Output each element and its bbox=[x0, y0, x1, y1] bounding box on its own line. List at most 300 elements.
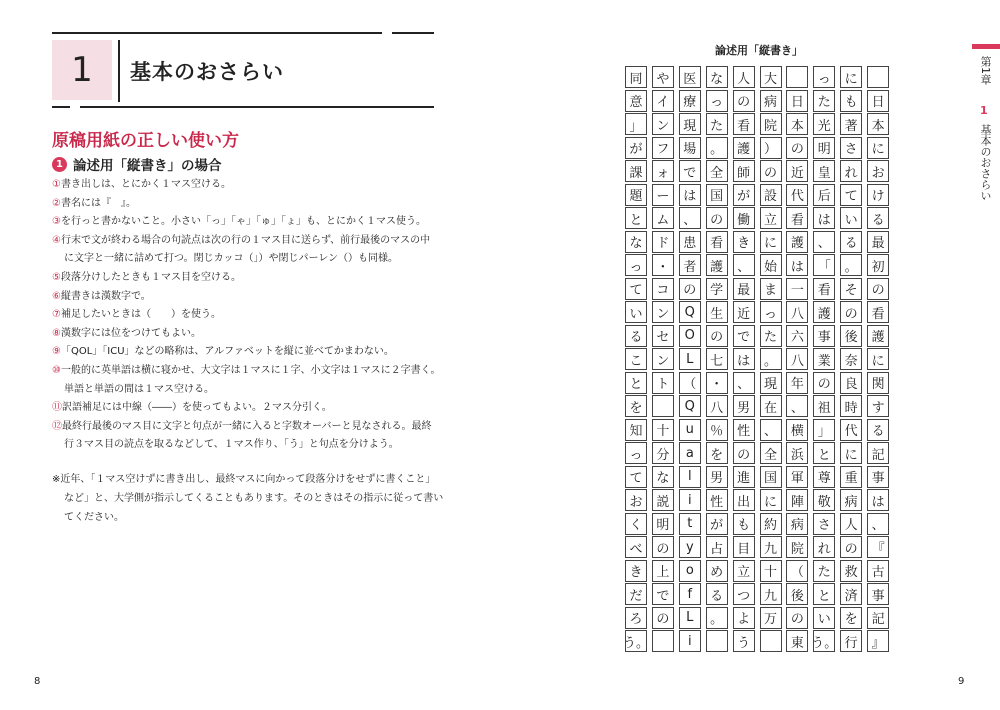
chapter-tab bbox=[972, 44, 1000, 49]
grid-cell: の bbox=[786, 607, 808, 629]
grid-cell: 」 bbox=[813, 419, 835, 441]
grid-cell: L bbox=[679, 607, 701, 629]
rule-text: に文字と一緒に詰めて打つ。閉じカッコ（」）や閉じパーレン（）も同様。 bbox=[64, 253, 399, 265]
grid-cell: の bbox=[786, 137, 808, 159]
grid-cell: ま bbox=[760, 278, 782, 300]
grid-cell bbox=[652, 630, 674, 652]
grid-cell: 重 bbox=[840, 466, 862, 488]
grid-cell: 祖 bbox=[813, 395, 835, 417]
grid-cell: の bbox=[679, 278, 701, 300]
bottom-rule bbox=[80, 106, 434, 108]
rule-number: ⑦ bbox=[52, 309, 61, 321]
grid-cell: 療 bbox=[679, 90, 701, 112]
grid-cell: i bbox=[679, 489, 701, 511]
grid-cell: 行 bbox=[840, 630, 862, 652]
rule-item bbox=[52, 436, 452, 455]
grid-cell: は bbox=[733, 348, 755, 370]
grid-cell: 看 bbox=[706, 231, 728, 253]
grid-cell: き bbox=[625, 560, 647, 582]
note-line: てください。 bbox=[64, 512, 124, 523]
grid-cell: が bbox=[625, 137, 647, 159]
grid-cell: の bbox=[840, 301, 862, 323]
grid-cell: 人 bbox=[840, 513, 862, 535]
grid-cell: 記 bbox=[867, 442, 889, 464]
grid-cell: べ bbox=[625, 536, 647, 558]
section-heading: 原稿用紙の正しい使い方 bbox=[52, 131, 239, 151]
grid-cell: の bbox=[813, 372, 835, 394]
rule-text: 単語と単語の間は１マス空ける。 bbox=[64, 383, 214, 395]
grid-cell: ） bbox=[760, 137, 782, 159]
grid-cell: 病 bbox=[786, 513, 808, 535]
grid-cell: る bbox=[625, 325, 647, 347]
grid-cell: に bbox=[760, 231, 782, 253]
grid-cell: 尊 bbox=[813, 466, 835, 488]
rule-item bbox=[52, 269, 452, 288]
grid-cell: は bbox=[786, 254, 808, 276]
grid-cell: に bbox=[840, 442, 862, 464]
grid-cell: 八 bbox=[786, 301, 808, 323]
rule-text: 「QOL」「ICU」などの略称は、アルファベットを縦に並べてかまわない。 bbox=[60, 346, 394, 358]
grid-cell: も bbox=[840, 90, 862, 112]
grid-cell: l bbox=[679, 466, 701, 488]
grid-cell: る bbox=[867, 207, 889, 229]
grid-cell bbox=[867, 66, 889, 88]
grid-cell: 浜 bbox=[786, 442, 808, 464]
grid-cell: 、 bbox=[679, 207, 701, 229]
grid-cell: 働 bbox=[733, 207, 755, 229]
rule-item bbox=[52, 176, 452, 195]
rule-text: 行３マス目の読点を取るなどして、１マス作り、「う」と句点を分けよう。 bbox=[64, 439, 399, 451]
page-number-right: 9 bbox=[958, 676, 965, 687]
rule-text: 行末で文が終わる場合の句読点は次の行の１マス目に送らず、前行最後のマスの中 bbox=[60, 234, 431, 246]
grid-cell: 護 bbox=[733, 137, 755, 159]
grid-cell: れ bbox=[840, 160, 862, 182]
rule-number: ⑤ bbox=[52, 271, 61, 283]
sub-heading-text: 論述用「縦書き」の場合 bbox=[73, 158, 222, 174]
grid-cell: 師 bbox=[733, 160, 755, 182]
rule-text: 一般的に英単語は横に寝かせ、大文字は１マスに１字、小文字は１マスに２字書く。 bbox=[60, 364, 441, 376]
grid-cell: 場 bbox=[679, 137, 701, 159]
grid-cell: た bbox=[760, 325, 782, 347]
grid-cell: 生 bbox=[706, 301, 728, 323]
grid-cell: 近 bbox=[733, 301, 755, 323]
grid-cell: 全 bbox=[760, 442, 782, 464]
grid-cell: 十 bbox=[760, 560, 782, 582]
grid-cell: 代 bbox=[786, 184, 808, 206]
grid-cell: 、 bbox=[813, 231, 835, 253]
grid-cell bbox=[760, 630, 782, 652]
grid-cell: O bbox=[679, 325, 701, 347]
rule-item bbox=[52, 418, 452, 437]
grid-cell: を bbox=[840, 607, 862, 629]
grid-cell: こ bbox=[625, 348, 647, 370]
note-line: など」と、大学側が指示してくることもあります。そのときはその指示に従って書い bbox=[64, 493, 444, 504]
grid-cell: れ bbox=[813, 536, 835, 558]
grid-cell: ー bbox=[652, 184, 674, 206]
title-divider bbox=[118, 40, 120, 102]
grid-cell: よ bbox=[733, 607, 755, 629]
rule-item bbox=[52, 306, 452, 325]
grid-cell: は bbox=[867, 489, 889, 511]
rule-item bbox=[52, 213, 452, 232]
grid-cell: 。 bbox=[840, 254, 862, 276]
grid-cell: 事 bbox=[813, 325, 835, 347]
grid-cell: ト bbox=[652, 372, 674, 394]
rule-text: 補足したいときは（ ）を使う。 bbox=[60, 309, 221, 321]
grid-cell: 出 bbox=[733, 489, 755, 511]
grid-cell: 六 bbox=[786, 325, 808, 347]
grid-cell: 現 bbox=[679, 113, 701, 135]
rule-number: ⑥ bbox=[52, 290, 61, 302]
rule-number: ④ bbox=[52, 234, 61, 246]
grid-cell: ン bbox=[652, 301, 674, 323]
rule-text: 訳語補足には中線（――）を使ってもよい。２マス分引く。 bbox=[62, 402, 332, 414]
grid-cell: 大 bbox=[760, 66, 782, 88]
rule-number: ② bbox=[52, 197, 61, 209]
grid-cell: 護 bbox=[706, 254, 728, 276]
rule-item bbox=[52, 232, 452, 251]
rule-text: 書名には『 』。 bbox=[60, 197, 136, 209]
rules-list bbox=[52, 176, 452, 455]
grid-cell: に bbox=[867, 348, 889, 370]
grid-cell bbox=[706, 630, 728, 652]
grid-cell: 、 bbox=[786, 395, 808, 417]
grid-cell: る bbox=[867, 419, 889, 441]
grid-cell: 后 bbox=[813, 184, 835, 206]
grid-cell: 代 bbox=[840, 419, 862, 441]
grid-cell: を bbox=[625, 395, 647, 417]
grid-cell bbox=[786, 66, 808, 88]
grid-cell: さ bbox=[813, 513, 835, 535]
grid-cell: 初 bbox=[867, 254, 889, 276]
rule-item bbox=[52, 288, 452, 307]
grid-cell: （ bbox=[786, 560, 808, 582]
grid-cell: 東 bbox=[786, 630, 808, 652]
grid-cell: 設 bbox=[760, 184, 782, 206]
grid-cell: に bbox=[840, 66, 862, 88]
sub-heading bbox=[52, 154, 222, 174]
rule-number: ⑨ bbox=[52, 346, 61, 358]
grid-cell: 目 bbox=[733, 536, 755, 558]
grid-cell: の bbox=[706, 325, 728, 347]
note-line: ※近年、「１マス空けずに書き出し、最終マスに向かって段落分けをせずに書くこと」 bbox=[52, 474, 436, 485]
grid-cell: の bbox=[760, 160, 782, 182]
grid-cell: 同 bbox=[625, 66, 647, 88]
grid-cell: i bbox=[679, 630, 701, 652]
grid-cell: 著 bbox=[840, 113, 862, 135]
grid-cell: で bbox=[733, 325, 755, 347]
grid-cell: 看 bbox=[813, 278, 835, 300]
side-label: 基本のおさらい bbox=[979, 124, 992, 201]
grid-cell: 占 bbox=[706, 536, 728, 558]
grid-cell: る bbox=[706, 583, 728, 605]
grid-cell: 知 bbox=[625, 419, 647, 441]
grid-cell: 院 bbox=[760, 113, 782, 135]
grid-cell: 。 bbox=[760, 348, 782, 370]
grid-cell: て bbox=[625, 278, 647, 300]
grid-cell: a bbox=[679, 442, 701, 464]
grid-cell: 性 bbox=[733, 419, 755, 441]
grid-cell: う。 bbox=[625, 630, 647, 652]
grid-cell: 陣 bbox=[786, 489, 808, 511]
rule-item bbox=[52, 362, 452, 381]
grid-cell: の bbox=[652, 607, 674, 629]
grid-title: 論述用「縦書き」 bbox=[715, 44, 803, 57]
grid-cell: な bbox=[706, 66, 728, 88]
rule-number: ⑧ bbox=[52, 327, 61, 339]
grid-cell: な bbox=[625, 231, 647, 253]
rule-text: 書き出しは、とにかく１マス空ける。 bbox=[60, 179, 231, 190]
grid-cell: L bbox=[679, 348, 701, 370]
grid-cell: ン bbox=[652, 348, 674, 370]
grid-cell: 良 bbox=[840, 372, 862, 394]
grid-cell: 病 bbox=[840, 489, 862, 511]
grid-cell: で bbox=[679, 160, 701, 182]
grid-cell: 日 bbox=[867, 90, 889, 112]
grid-cell: 護 bbox=[867, 325, 889, 347]
chapter-number: 1 bbox=[71, 50, 93, 90]
grid-cell: 護 bbox=[813, 301, 835, 323]
grid-cell: ・ bbox=[652, 254, 674, 276]
rule-item bbox=[52, 195, 452, 214]
grid-cell: つ bbox=[733, 583, 755, 605]
grid-cell: 医 bbox=[679, 66, 701, 88]
grid-cell: 業 bbox=[813, 348, 835, 370]
grid-cell: 護 bbox=[786, 231, 808, 253]
grid-cell: 敬 bbox=[813, 489, 835, 511]
grid-cell: 本 bbox=[867, 113, 889, 135]
side-chapter-label bbox=[978, 56, 992, 85]
rule-item bbox=[52, 343, 452, 362]
grid-cell: 年 bbox=[786, 372, 808, 394]
grid-cell: が bbox=[733, 184, 755, 206]
grid-cell: や bbox=[652, 66, 674, 88]
grid-cell: き bbox=[733, 231, 755, 253]
grid-cell: ン bbox=[652, 113, 674, 135]
grid-cell: 済 bbox=[840, 583, 862, 605]
grid-cell: で bbox=[652, 583, 674, 605]
grid-cell: 後 bbox=[840, 325, 862, 347]
rule-number: ⑫ bbox=[52, 420, 62, 432]
grid-cell: 院 bbox=[786, 536, 808, 558]
grid-cell: 。 bbox=[706, 137, 728, 159]
grid-cell: 約 bbox=[760, 513, 782, 535]
grid-cell: の bbox=[652, 536, 674, 558]
grid-cell: 説 bbox=[652, 489, 674, 511]
grid-cell: ・ bbox=[706, 372, 728, 394]
grid-cell: 、 bbox=[760, 419, 782, 441]
grid-cell: て bbox=[625, 466, 647, 488]
grid-cell: け bbox=[867, 184, 889, 206]
grid-cell: 」 bbox=[625, 113, 647, 135]
grid-cell: f bbox=[679, 583, 701, 605]
grid-cell: く bbox=[625, 513, 647, 535]
sub-number-badge: 1 bbox=[52, 157, 67, 172]
grid-cell: 者 bbox=[679, 254, 701, 276]
grid-cell: 患 bbox=[679, 231, 701, 253]
grid-cell: 救 bbox=[840, 560, 862, 582]
grid-cell: っ bbox=[706, 90, 728, 112]
grid-cell: 。 bbox=[706, 607, 728, 629]
grid-cell: っ bbox=[625, 442, 647, 464]
grid-cell: 皇 bbox=[813, 160, 835, 182]
grid-cell: 八 bbox=[706, 395, 728, 417]
grid-cell: 国 bbox=[706, 184, 728, 206]
rule-item bbox=[52, 250, 452, 269]
grid-cell: 看 bbox=[867, 301, 889, 323]
grid-cell: 、 bbox=[733, 254, 755, 276]
side-section-number: 1 bbox=[980, 104, 988, 117]
grid-cell: 記 bbox=[867, 607, 889, 629]
grid-cell: た bbox=[706, 113, 728, 135]
grid-cell: 奈 bbox=[840, 348, 862, 370]
grid-cell: 明 bbox=[813, 137, 835, 159]
grid-cell: 立 bbox=[760, 207, 782, 229]
top-rule bbox=[52, 32, 382, 34]
grid-cell: 現 bbox=[760, 372, 782, 394]
grid-cell: に bbox=[867, 137, 889, 159]
grid-cell: 十 bbox=[652, 419, 674, 441]
grid-cell: も bbox=[733, 513, 755, 535]
rule-number: ③ bbox=[52, 216, 61, 228]
grid-cell: と bbox=[625, 372, 647, 394]
grid-cell: ォ bbox=[652, 160, 674, 182]
grid-cell: の bbox=[733, 442, 755, 464]
rule-text: を行っと書かないこと。小さい「っ」「ゃ」「ゅ」「ょ」も、とにかく１マス使う。 bbox=[60, 216, 426, 228]
grid-cell: 分 bbox=[652, 442, 674, 464]
grid-cell: め bbox=[706, 560, 728, 582]
rule-number: ① bbox=[52, 179, 61, 190]
grid-cell: 九 bbox=[760, 583, 782, 605]
grid-cell: 軍 bbox=[786, 466, 808, 488]
grid-cell: ％ bbox=[706, 419, 728, 441]
grid-cell: 関 bbox=[867, 372, 889, 394]
grid-cell: 上 bbox=[652, 560, 674, 582]
grid-cell: ろ bbox=[625, 607, 647, 629]
grid-cell: の bbox=[840, 536, 862, 558]
grid-cell: 明 bbox=[652, 513, 674, 535]
grid-cell: う bbox=[733, 630, 755, 652]
rule-number: ⑪ bbox=[52, 402, 62, 414]
grid-cell: 時 bbox=[840, 395, 862, 417]
grid-cell: フ bbox=[652, 137, 674, 159]
grid-cell: 課 bbox=[625, 160, 647, 182]
grid-cell: 男 bbox=[733, 395, 755, 417]
bottom-rule-short bbox=[52, 106, 70, 108]
grid-cell: 進 bbox=[733, 466, 755, 488]
grid-cell: o bbox=[679, 560, 701, 582]
grid-cell: う。 bbox=[813, 630, 835, 652]
grid-cell bbox=[652, 395, 674, 417]
grid-cell: セ bbox=[652, 325, 674, 347]
page-title: 基本のおさらい bbox=[130, 60, 284, 84]
grid-cell: す bbox=[867, 395, 889, 417]
grid-cell: 横 bbox=[786, 419, 808, 441]
grid-cell: 事 bbox=[867, 583, 889, 605]
grid-cell: と bbox=[813, 442, 835, 464]
grid-cell: 学 bbox=[706, 278, 728, 300]
grid-cell: た bbox=[813, 560, 835, 582]
grid-cell: っ bbox=[760, 301, 782, 323]
grid-cell: 意 bbox=[625, 90, 647, 112]
grid-cell: に bbox=[760, 489, 782, 511]
grid-cell: 全 bbox=[706, 160, 728, 182]
side-section-label bbox=[978, 124, 992, 201]
grid-cell: と bbox=[625, 207, 647, 229]
page-number-left: 8 bbox=[34, 676, 41, 687]
grid-cell: 事 bbox=[867, 466, 889, 488]
rule-text: 最終行最後のマス目に文字と句点が一緒に入ると字数オーバーと見なされる。最終 bbox=[62, 420, 432, 432]
grid-cell: 近 bbox=[786, 160, 808, 182]
grid-cell: 国 bbox=[760, 466, 782, 488]
side-chapter: 第1章 bbox=[979, 56, 992, 85]
note-block bbox=[52, 470, 452, 527]
grid-cell: の bbox=[706, 207, 728, 229]
grid-cell: た bbox=[813, 90, 835, 112]
grid-cell: て bbox=[840, 184, 862, 206]
grid-cell: が bbox=[706, 513, 728, 535]
grid-cell: u bbox=[679, 419, 701, 441]
grid-cell: 最 bbox=[867, 231, 889, 253]
grid-cell: 八 bbox=[786, 348, 808, 370]
grid-cell: は bbox=[679, 184, 701, 206]
grid-cell: （ bbox=[679, 372, 701, 394]
grid-cell: 』 bbox=[867, 630, 889, 652]
grid-cell: っ bbox=[625, 254, 647, 276]
grid-cell: イ bbox=[652, 90, 674, 112]
grid-cell: 看 bbox=[733, 113, 755, 135]
top-rule-short bbox=[392, 32, 434, 34]
grid-cell: 古 bbox=[867, 560, 889, 582]
grid-cell: お bbox=[625, 489, 647, 511]
grid-cell: コ bbox=[652, 278, 674, 300]
grid-cell: 『 bbox=[867, 536, 889, 558]
grid-cell: 一 bbox=[786, 278, 808, 300]
grid-cell: t bbox=[679, 513, 701, 535]
grid-cell: 最 bbox=[733, 278, 755, 300]
grid-cell: っ bbox=[813, 66, 835, 88]
rule-item bbox=[52, 399, 452, 418]
grid-cell: 病 bbox=[760, 90, 782, 112]
rule-text: 縦書きは漢数字で。 bbox=[60, 290, 151, 302]
grid-cell: だ bbox=[625, 583, 647, 605]
grid-cell: の bbox=[733, 90, 755, 112]
grid-cell: 始 bbox=[760, 254, 782, 276]
grid-cell: 性 bbox=[706, 489, 728, 511]
grid-cell: 、 bbox=[733, 372, 755, 394]
grid-cell: 立 bbox=[733, 560, 755, 582]
grid-cell: 七 bbox=[706, 348, 728, 370]
rule-number: ⑩ bbox=[52, 364, 61, 376]
grid-cell: 万 bbox=[760, 607, 782, 629]
grid-cell: 、 bbox=[867, 513, 889, 535]
rule-item bbox=[52, 381, 452, 400]
grid-cell: 在 bbox=[760, 395, 782, 417]
rule-text: 段落分けしたときも１マス目を空ける。 bbox=[60, 271, 241, 283]
grid-cell: い bbox=[625, 301, 647, 323]
rule-text: 漢数字には位をつけてもよい。 bbox=[60, 327, 201, 339]
grid-cell: 題 bbox=[625, 184, 647, 206]
grid-cell: な bbox=[652, 466, 674, 488]
grid-cell: 光 bbox=[813, 113, 835, 135]
grid-cell: そ bbox=[840, 278, 862, 300]
grid-cell: お bbox=[867, 160, 889, 182]
grid-cell: の bbox=[867, 278, 889, 300]
grid-cell: 九 bbox=[760, 536, 782, 558]
grid-cell: 男 bbox=[706, 466, 728, 488]
grid-cell: 後 bbox=[786, 583, 808, 605]
grid-cell: y bbox=[679, 536, 701, 558]
